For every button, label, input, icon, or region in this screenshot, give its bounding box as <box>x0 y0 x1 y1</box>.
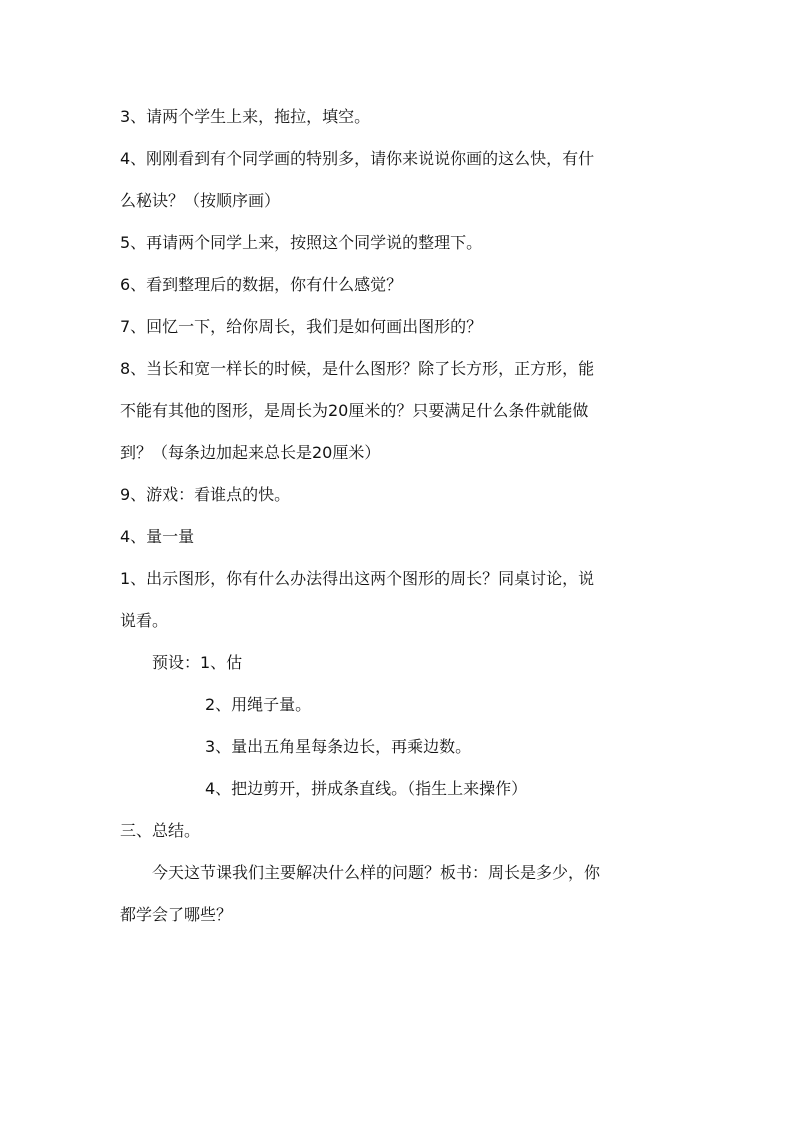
preset-item: 4、把边剪开，拼成条直线。（指生上来操作） <box>205 779 528 798</box>
text-line: 说看。 <box>120 611 169 630</box>
text-line: 4、刚刚看到有个同学画的特别多，请你来说说你画的这么快，有什 <box>120 149 595 168</box>
text-line: 7、回忆一下，给你周长，我们是如何画出图形的？ <box>120 317 483 336</box>
document-body <box>120 101 676 941</box>
text-line: 么秘诀？（按顺序画） <box>120 191 281 210</box>
preset-label: 预设：1、估 <box>152 653 243 672</box>
text-line: 都学会了哪些？ <box>120 905 233 924</box>
text-line: 5、再请两个同学上来，按照这个同学说的整理下。 <box>120 233 483 252</box>
text-line: 1、出示图形，你有什么办法得出这两个图形的周长？同桌讨论，说 <box>120 569 595 588</box>
text-line: 今天这节课我们主要解决什么样的问题？板书：周长是多少，你 <box>152 863 601 882</box>
text-line: 9、游戏：看谁点的快。 <box>120 485 291 504</box>
text-line: 到？（每条边加起来总长是20厘米） <box>120 443 381 462</box>
preset-item: 3、量出五角星每条边长，再乘边数。 <box>205 737 472 756</box>
section-heading: 三、总结。 <box>120 821 201 840</box>
text-line: 8、当长和宽一样长的时候，是什么图形？除了长方形，正方形，能 <box>120 359 595 378</box>
section-heading: 4、量一量 <box>120 527 195 546</box>
text-line: 6、看到整理后的数据，你有什么感觉？ <box>120 275 403 294</box>
text-line: 3、请两个学生上来，拖拉，填空。 <box>120 107 371 126</box>
preset-item: 2、用绳子量。 <box>205 695 312 714</box>
text-line: 不能有其他的图形，是周长为20厘米的？只要满足什么条件就能做 <box>120 401 589 420</box>
